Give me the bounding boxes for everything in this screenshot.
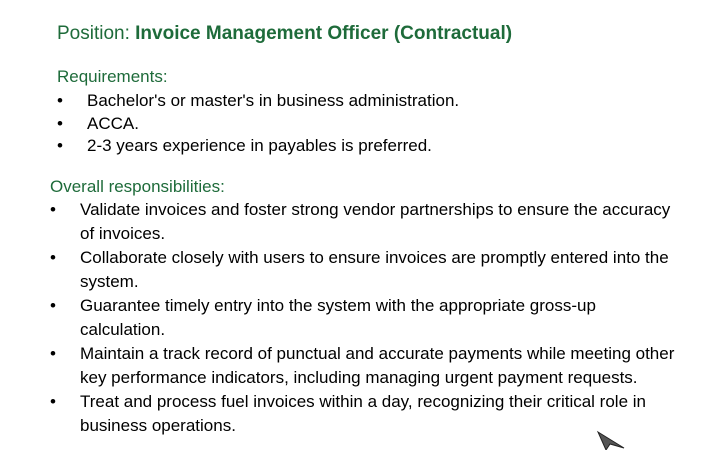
list-item (50, 246, 680, 294)
bullet: • (50, 296, 56, 315)
list-item (50, 294, 680, 342)
requirements-heading: Requirements: (57, 67, 168, 86)
bullet: • (50, 344, 56, 363)
position-line (57, 23, 512, 45)
requirements-list (57, 90, 459, 158)
position-label: Position: (57, 23, 136, 44)
list-item-text: Maintain a track record of punctual and accurate payments while meeting other key performance indicators, including managing urgent payment requests. (80, 344, 675, 387)
responsibilities-list (50, 198, 680, 438)
mouse-pointer-icon (596, 430, 626, 450)
position-title: Invoice Management Officer (Contractual) (135, 23, 513, 44)
responsibilities-heading: Overall responsibilities: (50, 177, 225, 196)
list-item-text: Validate invoices and foster strong vendor partnerships to ensure the accuracy of invoices. (80, 200, 671, 243)
list-item-text: Guarantee timely entry into the system with the appropriate gross-up calculation. (80, 296, 596, 339)
list-item (57, 135, 459, 158)
bullet: • (50, 200, 56, 219)
list-item (50, 342, 680, 390)
bullet: • (50, 248, 56, 267)
list-item-text: Treat and process fuel invoices within a day, recognizing their critical role in business operations. (80, 392, 646, 435)
list-item-text: Collaborate closely with users to ensure invoices are promptly entered into the system. (80, 248, 669, 291)
list-item (50, 390, 680, 438)
list-item (50, 198, 680, 246)
bullet: • (57, 136, 63, 155)
list-item-text: Bachelor's or master's in business administration. (87, 91, 460, 110)
list-item-text: 2-3 years experience in payables is preferred. (87, 136, 432, 155)
bullet: • (57, 113, 63, 133)
list-item (57, 90, 459, 113)
list-item (57, 113, 459, 136)
bullet: • (50, 392, 56, 411)
list-item-text: ACCA. (87, 113, 139, 133)
bullet: • (57, 91, 63, 110)
